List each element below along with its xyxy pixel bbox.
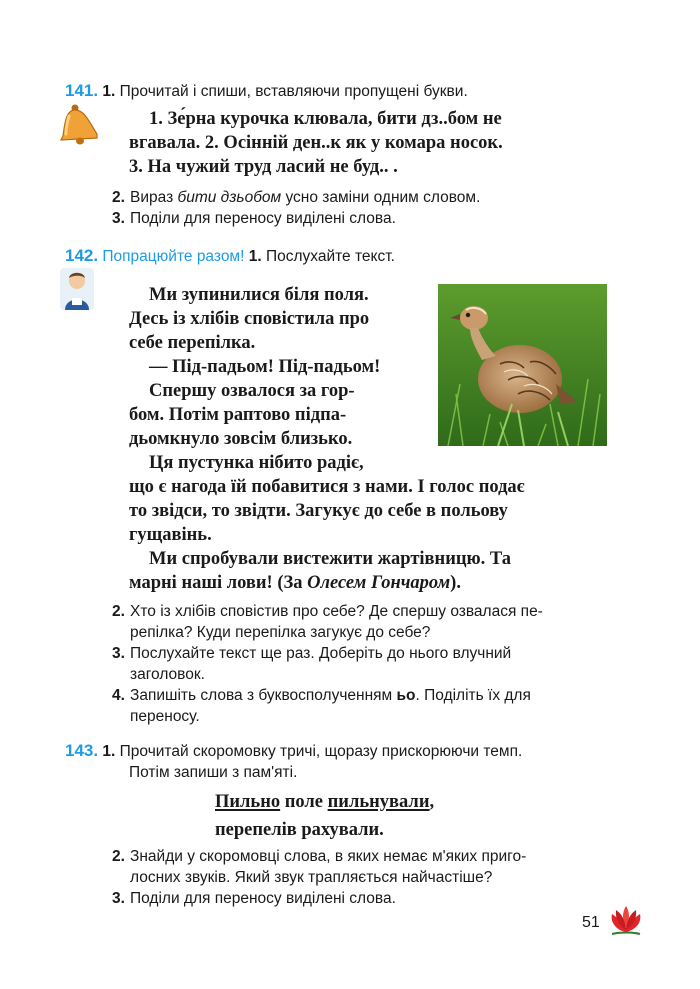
exercise-142-task-3: 3. Послухайте текст ще раз. Доберіть до нього влучний заголовок. xyxy=(112,645,512,683)
page-number: 51 xyxy=(582,914,600,931)
exercise-143-header: 143. 1. Прочитай скоромовку тричі, щоразу прискорюючи темп. Потім запиши з пам'яті. xyxy=(65,741,523,781)
student-icon xyxy=(60,268,94,310)
flower-icon xyxy=(606,902,646,938)
exercise-143-task-2: 2. Знайди у скоромовці слова, в яких немає м'яких приго- лосних звуків. Який звук трапляється найчастіше? xyxy=(112,848,527,886)
exercise-142-task-4: 4. Запишіть слова з буквосполученням ьо. Поділіть їх для переносу. xyxy=(112,687,531,725)
exercise-141-task-3: 3. Поділи для переносу виділені слова. xyxy=(112,210,396,227)
exercise-141-task-2: 2. Вираз бити дзьобом усно заміни одним словом. xyxy=(112,189,481,206)
exercise-number: 142. xyxy=(65,246,99,265)
exercise-141-header: 141. 1. Прочитай і спиши, вставляючи пропущені букви. xyxy=(65,81,468,100)
exercise-142-header: 142. Попрацюйте разом! 1. Послухайте текст. xyxy=(65,246,395,265)
exercise-heading: Попрацюйте разом! xyxy=(102,248,245,265)
exercise-number: 141. xyxy=(65,81,99,100)
exercise-142-story-bottom: що є нагода їй побавитися з нами. І голос подає то звідси, то звідти. Загукує до себе в польову гущавінь. Ми спробували вистежити жартівницю. Та марні наші лови! (За Олесем Гончаром). xyxy=(129,477,525,593)
exercise-142-task-2: 2. Хто із хлібів сповістив про себе? Де спершу озвалася пе- репілка? Куди перепілка загукує до себе? xyxy=(112,603,543,641)
exercise-141-quote: 1. Зе́рна курочка клювала, бити дз..бом не вгавала. 2. Осінній ден..к як у комара носок. 3. На чужий труд ласий не буд.. . xyxy=(129,109,503,177)
bell-icon xyxy=(55,100,101,148)
exercise-number: 143. xyxy=(65,741,99,760)
exercise-142-story-top: Ми зупинилися біля поля. Десь із хлібів сповістила про себе перепілка. — Під-падьом! Під-падьом! Спершу озвалося за гор- бом. Потім раптово підпа- дьомкнуло зовсім близько. Ця пустунка нібито радіє, xyxy=(129,285,381,473)
exercise-143-task-3: 3. Поділи для переносу виділені слова. xyxy=(112,890,396,907)
tongue-twister: Пильно поле пильнували, перепелів рахували. xyxy=(215,792,435,840)
quail-photo xyxy=(438,284,607,446)
